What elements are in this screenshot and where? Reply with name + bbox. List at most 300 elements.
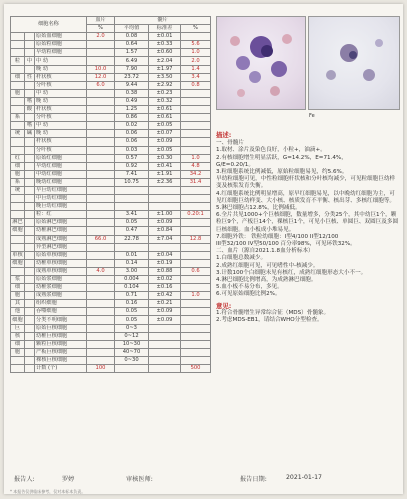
marrow-percent-cell xyxy=(181,219,211,227)
table-row xyxy=(11,186,211,194)
marrow-percent-cell xyxy=(181,308,211,316)
date-label: 报告日期: xyxy=(240,476,267,483)
marrow-percent-cell xyxy=(181,251,211,259)
marrow-mean-cell: 0.16 xyxy=(115,300,149,308)
blood-percent-cell xyxy=(87,348,115,356)
table-row xyxy=(11,49,211,57)
table-row xyxy=(11,356,211,364)
reviewer-label: 审核医师: xyxy=(126,476,153,483)
category-cell: 他 xyxy=(11,308,25,316)
table-row xyxy=(11,97,211,105)
cell-name: 成熟单核细胞 xyxy=(35,267,87,275)
marrow-sd-cell xyxy=(149,348,181,356)
subcategory-cell xyxy=(25,186,35,194)
marrow-percent-cell xyxy=(181,276,211,284)
marrow-sd-cell: ±0.60 xyxy=(149,49,181,57)
marrow-sd-cell: ±0.30 xyxy=(149,154,181,162)
header-cell-marrow: 髓片 xyxy=(115,17,211,25)
marrow-mean-cell: 0.38 xyxy=(115,89,149,97)
subcategory-cell: 酸 xyxy=(25,106,35,114)
marrow-mean-cell: 0.49 xyxy=(115,97,149,105)
category-cell: 胞 xyxy=(11,170,25,178)
description-line: 一、骨髓片 xyxy=(216,140,244,147)
marrow-mean-cell: 7.41 xyxy=(115,170,149,178)
blood-percent-cell xyxy=(87,162,115,170)
reporter-name: 罗婷 xyxy=(62,476,75,483)
blood-percent-cell: 6.0 xyxy=(87,81,115,89)
category-cell: 系 xyxy=(11,178,25,186)
marrow-mean-cell: 0.05 xyxy=(115,219,149,227)
subcategory-cell xyxy=(25,114,35,122)
subcategory-cell xyxy=(25,243,35,251)
blood-percent-cell xyxy=(87,203,115,211)
marrow-sd-cell xyxy=(149,203,181,211)
subcategory-cell xyxy=(25,154,35,162)
cell-name: 幼稚浆细胞 xyxy=(35,284,87,292)
report-date: 2021-01-17 xyxy=(286,474,322,481)
table-row xyxy=(11,170,211,178)
marrow-mean-cell: 0.86 xyxy=(115,114,149,122)
cell-name: 分类不明细胞 xyxy=(35,316,87,324)
description-title: 描述: xyxy=(216,131,232,139)
marrow-cells-graphic xyxy=(217,17,305,109)
marrow-percent-cell xyxy=(181,340,211,348)
subcategory-cell xyxy=(25,138,35,146)
subcategory-cell: 碱 xyxy=(25,130,35,138)
category-cell: 细胞 xyxy=(12,259,23,266)
subcategory-cell xyxy=(25,203,35,211)
marrow-percent-cell xyxy=(181,97,211,105)
marrow-sd-cell: ±0.05 xyxy=(149,146,181,154)
marrow-sd-cell: ±0.09 xyxy=(149,316,181,324)
cell-name: 原始淋巴细胞 xyxy=(35,219,87,227)
marrow-percent-cell xyxy=(181,146,211,154)
category-cell: 细 xyxy=(11,340,25,348)
category-cell xyxy=(11,356,25,364)
blood-percent-cell xyxy=(87,106,115,114)
blood-percent-cell: 100 xyxy=(87,365,115,373)
cell-name: 晚幼红细胞 xyxy=(35,178,87,186)
marrow-percent-cell: 3.4 xyxy=(181,73,211,81)
marrow-mean-cell: 0.104 xyxy=(115,284,149,292)
marrow-percent-cell xyxy=(181,122,211,130)
marrow-percent-cell: 12.8 xyxy=(181,235,211,243)
table-row xyxy=(11,33,211,41)
marrow-mean-cell: 0.14 xyxy=(115,259,149,267)
category-cell xyxy=(11,146,25,154)
subcategory-cell xyxy=(25,89,35,97)
marrow-mean-cell: 0.08 xyxy=(115,33,149,41)
subcategory-cell: 嗜 xyxy=(25,97,35,105)
marrow-sd-cell xyxy=(149,243,181,251)
marrow-sd-cell xyxy=(149,365,181,373)
footer-note: * 本报告仅供临床参考，仅对本标本负责。 xyxy=(10,489,86,494)
cell-name: 原始血细胞 xyxy=(35,33,87,41)
description-line: 6.可见原始细胞比例2%。 xyxy=(216,291,281,298)
header-cell-mean: 平均值 xyxy=(115,25,149,33)
cell-name: 中 幼 xyxy=(35,122,87,130)
blood-percent-cell xyxy=(87,211,115,219)
marrow-mean-cell: 0~3 xyxy=(115,324,149,332)
marrow-sd-cell: ±0.01 xyxy=(149,33,181,41)
blood-percent-cell: 66.0 xyxy=(87,235,115,243)
marrow-mean-cell: 1.57 xyxy=(115,49,149,57)
blood-percent-cell xyxy=(87,308,115,316)
category-cell: 其 xyxy=(11,300,25,308)
marrow-mean-cell: 0.05 xyxy=(115,308,149,316)
description-line: III型32/100 IV型50/100 百分率98%，可见环铁32%。 xyxy=(216,241,356,248)
marrow-mean-cell: 10~30 xyxy=(115,340,149,348)
marrow-sd-cell: ±2.92 xyxy=(149,81,181,89)
marrow-percent-cell xyxy=(181,284,211,292)
blood-percent-cell xyxy=(87,170,115,178)
description-line: G/E=0.20/1。 xyxy=(216,161,254,168)
marrow-sd-cell: ±0.09 xyxy=(149,308,181,316)
reporter-label: 报告人: xyxy=(14,476,35,483)
blood-percent-cell xyxy=(87,178,115,186)
subcategory-cell xyxy=(25,41,35,49)
table-row xyxy=(11,243,211,251)
cell-name: 晚 幼 xyxy=(35,130,87,138)
header-cell-name: 细胞名称 xyxy=(11,17,87,33)
blood-percent-cell xyxy=(87,340,115,348)
cell-name: 晚 幼 xyxy=(35,97,87,105)
table-header-row xyxy=(11,17,211,25)
marrow-sd-cell: ±0.41 xyxy=(149,162,181,170)
subcategory-cell xyxy=(25,49,35,57)
table-row xyxy=(11,178,211,186)
blood-percent-cell xyxy=(87,324,115,332)
marrow-sd-cell: ±0.23 xyxy=(149,89,181,97)
blood-percent-cell: 2.0 xyxy=(87,33,115,41)
marrow-sd-cell: ±0.21 xyxy=(149,300,181,308)
table-row xyxy=(11,106,211,114)
cell-name: 产板巨核细胞 xyxy=(35,348,87,356)
blood-percent-cell: 12.0 xyxy=(87,73,115,81)
marrow-percent-cell xyxy=(181,300,211,308)
table-row xyxy=(11,65,211,73)
category-cell xyxy=(11,243,25,251)
category-cell: 粒 xyxy=(11,57,25,65)
marrow-mean-cell: 0.06 xyxy=(115,138,149,146)
marrow-mean-cell: 0.64 xyxy=(115,41,149,49)
cell-name: 成熟浆细胞 xyxy=(35,292,87,300)
blood-percent-cell xyxy=(87,251,115,259)
marrow-percent-cell: 5.6 xyxy=(181,41,211,49)
marrow-sd-cell: ±7.04 xyxy=(149,235,181,243)
subcategory-cell xyxy=(25,365,35,373)
marrow-sd-cell: ±0.04 xyxy=(149,251,181,259)
marrow-mean-cell xyxy=(115,195,149,203)
marrow-mean-cell: 23.72 xyxy=(115,73,149,81)
category-cell xyxy=(11,122,25,130)
description-line: 早幼粒细胞可见，中性粒细胞杆状核和分叶核均减少，可见粒细胞巨幼样变及核浆发育失衡。 xyxy=(216,176,396,190)
marrow-smear-image xyxy=(216,16,306,110)
marrow-percent-cell xyxy=(181,89,211,97)
marrow-mean-cell: 0.71 xyxy=(115,292,149,300)
marrow-sd-cell: ±0.05 xyxy=(149,122,181,130)
opinion-line: 1.符合骨髓增生异常综合征（MDS）骨髓象。 xyxy=(216,309,330,316)
table-row xyxy=(11,41,211,49)
subcategory-cell xyxy=(25,227,35,235)
blood-percent-cell xyxy=(87,49,115,57)
table-row xyxy=(11,219,211,227)
marrow-mean-cell: 1.25 xyxy=(115,106,149,114)
image-caption: Fe xyxy=(309,113,315,119)
category-cell xyxy=(11,195,25,203)
marrow-mean-cell: 10.75 xyxy=(115,178,149,186)
description-line: 4.红细胞系统比例明显增高，原早红细胞易见，以中晚幼红细胞为主，可见红细胞巨幼样变、大小核、核质发育不平衡、核出芽、多核红细胞等。 xyxy=(216,190,396,204)
subcategory-cell xyxy=(25,276,35,284)
blood-percent-cell xyxy=(87,89,115,97)
table-row xyxy=(11,348,211,356)
marrow-sd-cell: ±1.00 xyxy=(149,211,181,219)
cell-name: 中 幼 xyxy=(35,57,87,65)
table-row xyxy=(11,122,211,130)
opinion-line: 2.考虑MDS-EB1，请结合WHO分型检查。 xyxy=(216,317,323,324)
subcategory-cell xyxy=(25,324,35,332)
marrow-sd-cell xyxy=(149,340,181,348)
marrow-percent-cell xyxy=(181,356,211,364)
blood-percent-cell xyxy=(87,259,115,267)
opinion-lines xyxy=(216,310,400,324)
marrow-mean-cell: 0.02 xyxy=(115,122,149,130)
cell-name: 颗粒巨核细胞 xyxy=(35,340,87,348)
table-row xyxy=(11,259,211,267)
description-line: 4.淋巴细胞比例增高，为成熟淋巴细胞。 xyxy=(216,277,317,284)
table-row xyxy=(11,276,211,284)
subcategory-cell: 中 xyxy=(25,57,35,65)
cell-count-table xyxy=(10,16,211,373)
cell-name: 计数 (个) xyxy=(35,365,87,373)
category-cell: 细 xyxy=(11,284,25,292)
subcategory-cell xyxy=(25,348,35,356)
subcategory-cell xyxy=(25,292,35,300)
category-cell xyxy=(11,65,25,73)
marrow-percent-cell xyxy=(181,195,211,203)
subcategory-cell xyxy=(25,178,35,186)
marrow-mean-cell: 0.57 xyxy=(115,154,149,162)
blood-percent-cell xyxy=(87,356,115,364)
table-row xyxy=(11,203,211,211)
marrow-percent-cell xyxy=(181,259,211,267)
marrow-sd-cell: ±2.04 xyxy=(149,57,181,65)
category-cell: 系 xyxy=(11,114,25,122)
blood-percent-cell xyxy=(87,97,115,105)
subcategory-cell xyxy=(25,340,35,348)
opinion-title: 意见: xyxy=(216,301,232,310)
marrow-mean-cell: 6.49 xyxy=(115,57,149,65)
category-cell: 巨 xyxy=(11,324,25,332)
marrow-mean-cell: 0~30 xyxy=(115,356,149,364)
marrow-percent-cell xyxy=(181,130,211,138)
iron-stain-image xyxy=(308,16,400,110)
subcategory-cell xyxy=(25,356,35,364)
category-cell xyxy=(11,138,25,146)
description-line: 2.成熟红细胞可见，可见嗜性中-核减少。 xyxy=(216,262,319,269)
table-row xyxy=(11,292,211,300)
table-row xyxy=(11,251,211,259)
cell-name: 早幼红细胞 xyxy=(35,162,87,170)
marrow-percent-cell: 1.4 xyxy=(181,65,211,73)
marrow-percent-cell: 1.0 xyxy=(181,49,211,57)
cell-name: 分叶核 xyxy=(35,81,87,89)
table-row xyxy=(11,332,211,340)
cell-name: 粒：红 xyxy=(35,211,87,219)
marrow-sd-cell: ±0.16 xyxy=(149,284,181,292)
cell-name: 组织细胞 xyxy=(35,300,87,308)
marrow-percent-cell: 2.0 xyxy=(181,57,211,65)
cell-name: 晚 幼 xyxy=(35,65,87,73)
marrow-percent-cell: 1.0 xyxy=(181,154,211,162)
blood-percent-cell xyxy=(87,57,115,65)
cell-name: 幼稚巨核细胞 xyxy=(35,332,87,340)
marrow-sd-cell: ±3.50 xyxy=(149,73,181,81)
marrow-sd-cell: ±0.07 xyxy=(149,130,181,138)
category-cell: 红 xyxy=(11,154,25,162)
marrow-percent-cell: 31.4 xyxy=(181,178,211,186)
table-row xyxy=(11,162,211,170)
cell-name: 裸核巨核细胞 xyxy=(35,356,87,364)
marrow-percent-cell xyxy=(181,316,211,324)
category-cell: 细 xyxy=(11,162,25,170)
blood-percent-cell xyxy=(87,292,115,300)
description-line: 5.血小板不易分布，多见。 xyxy=(216,284,283,291)
table-row xyxy=(11,300,211,308)
table-row xyxy=(11,324,211,332)
marrow-mean-cell: 0~12 xyxy=(115,332,149,340)
table-row xyxy=(11,316,211,324)
marrow-mean-cell: 7.90 xyxy=(115,65,149,73)
cell-name: 原始单核细胞 xyxy=(35,251,87,259)
blood-percent-cell: 10.0 xyxy=(87,65,115,73)
cell-name: 杆状核 xyxy=(35,138,87,146)
cell-name: 杆状核 xyxy=(35,106,87,114)
description-line: 5.淋巴细胞占12.8%，比例减低。 xyxy=(216,205,301,212)
table-row xyxy=(11,267,211,275)
cell-name: 原始粒细胞 xyxy=(35,41,87,49)
table-row xyxy=(11,195,211,203)
cell-name: 成熟淋巴细胞 xyxy=(35,235,87,243)
description-lines xyxy=(216,140,400,298)
subcategory-cell xyxy=(25,170,35,178)
cell-name: 原始巨核细胞 xyxy=(35,324,87,332)
header-cell-pct2: % xyxy=(181,25,211,33)
cell-name: 原始红细胞 xyxy=(35,154,87,162)
marrow-mean-cell xyxy=(115,365,149,373)
blood-percent-cell xyxy=(87,195,115,203)
marrow-mean-cell: 3.41 xyxy=(115,211,149,219)
marrow-percent-cell xyxy=(181,243,211,251)
table-row xyxy=(11,227,211,235)
marrow-sd-cell xyxy=(149,332,181,340)
blood-percent-cell xyxy=(87,316,115,324)
category-cell: 胞 xyxy=(11,292,25,300)
category-cell: 细胞 xyxy=(12,316,23,323)
category-cell: 细胞 xyxy=(12,227,23,234)
marrow-sd-cell xyxy=(149,195,181,203)
subcategory-cell xyxy=(25,162,35,170)
marrow-mean-cell: 0.47 xyxy=(115,227,149,235)
subcategory-cell xyxy=(25,300,35,308)
table-row xyxy=(11,89,211,97)
category-cell: 胞 xyxy=(11,348,25,356)
cell-name: 异型淋巴细胞 xyxy=(35,243,87,251)
header-cell-blood: 血片 xyxy=(87,17,115,25)
cell-name: 杆状核 xyxy=(35,73,87,81)
cell-name: 幼稚淋巴细胞 xyxy=(35,227,87,235)
marrow-percent-cell: 0.8 xyxy=(181,81,211,89)
marrow-percent-cell xyxy=(181,227,211,235)
marrow-percent-cell: 500 xyxy=(181,365,211,373)
marrow-mean-cell xyxy=(115,203,149,211)
subcategory-cell xyxy=(25,195,35,203)
marrow-sd-cell: ±0.19 xyxy=(149,259,181,267)
category-cell xyxy=(11,267,25,275)
cell-name: 晚巨幼红细胞 xyxy=(35,203,87,211)
blood-percent-cell xyxy=(87,130,115,138)
category-cell xyxy=(11,49,25,57)
subcategory-cell xyxy=(25,146,35,154)
table-row xyxy=(11,73,211,81)
subcategory-cell: 嗜 xyxy=(25,122,35,130)
subcategory-cell xyxy=(25,251,35,259)
table-row xyxy=(11,235,211,243)
blood-percent-cell xyxy=(87,227,115,235)
category-cell xyxy=(11,97,25,105)
blood-percent-cell xyxy=(87,284,115,292)
subcategory-cell xyxy=(25,33,35,41)
table-row xyxy=(11,57,211,65)
marrow-percent-cell: 0.20:1 xyxy=(181,211,211,219)
cell-name: 早幼粒细胞 xyxy=(35,49,87,57)
marrow-percent-cell: 0.6 xyxy=(181,267,211,275)
marrow-mean-cell: 9.44 xyxy=(115,81,149,89)
cell-name: 中 幼 xyxy=(35,89,87,97)
subcategory-cell xyxy=(25,65,35,73)
header-cell-pct: % xyxy=(87,25,115,33)
category-cell: 胞 xyxy=(11,89,25,97)
table-row xyxy=(11,130,211,138)
cell-name: 分叶核 xyxy=(35,114,87,122)
blood-percent-cell xyxy=(87,41,115,49)
marrow-sd-cell xyxy=(149,356,181,364)
category-cell xyxy=(11,33,25,41)
marrow-percent-cell xyxy=(181,332,211,340)
marrow-percent-cell xyxy=(181,33,211,41)
marrow-mean-cell: 3.00 xyxy=(115,267,149,275)
marrow-sd-cell: ±0.61 xyxy=(149,114,181,122)
table-row xyxy=(11,81,211,89)
marrow-sd-cell: ±0.33 xyxy=(149,41,181,49)
table-row xyxy=(11,138,211,146)
blood-percent-cell xyxy=(87,154,115,162)
description-line: 7.细胞外铁： 铁粒幼细胞：I型4/100 II型12/100 xyxy=(216,233,339,240)
category-cell xyxy=(11,41,25,49)
cell-name: 早巨幼红细胞 xyxy=(35,186,87,194)
marrow-mean-cell xyxy=(115,243,149,251)
marrow-sd-cell: ±0.42 xyxy=(149,292,181,300)
description-line: 3.计数100个白细胞未见有核红，成熟红细胞形态大小不一。 xyxy=(216,269,367,276)
marrow-sd-cell xyxy=(149,324,181,332)
category-cell xyxy=(11,235,25,243)
description-line: 1.白细胞总数减少。 xyxy=(216,255,267,262)
marrow-percent-cell: 4.8 xyxy=(181,162,211,170)
marrow-sd-cell: ±0.32 xyxy=(149,97,181,105)
table-row xyxy=(11,365,211,373)
subcategory-cell xyxy=(25,267,35,275)
table-row xyxy=(11,211,211,219)
